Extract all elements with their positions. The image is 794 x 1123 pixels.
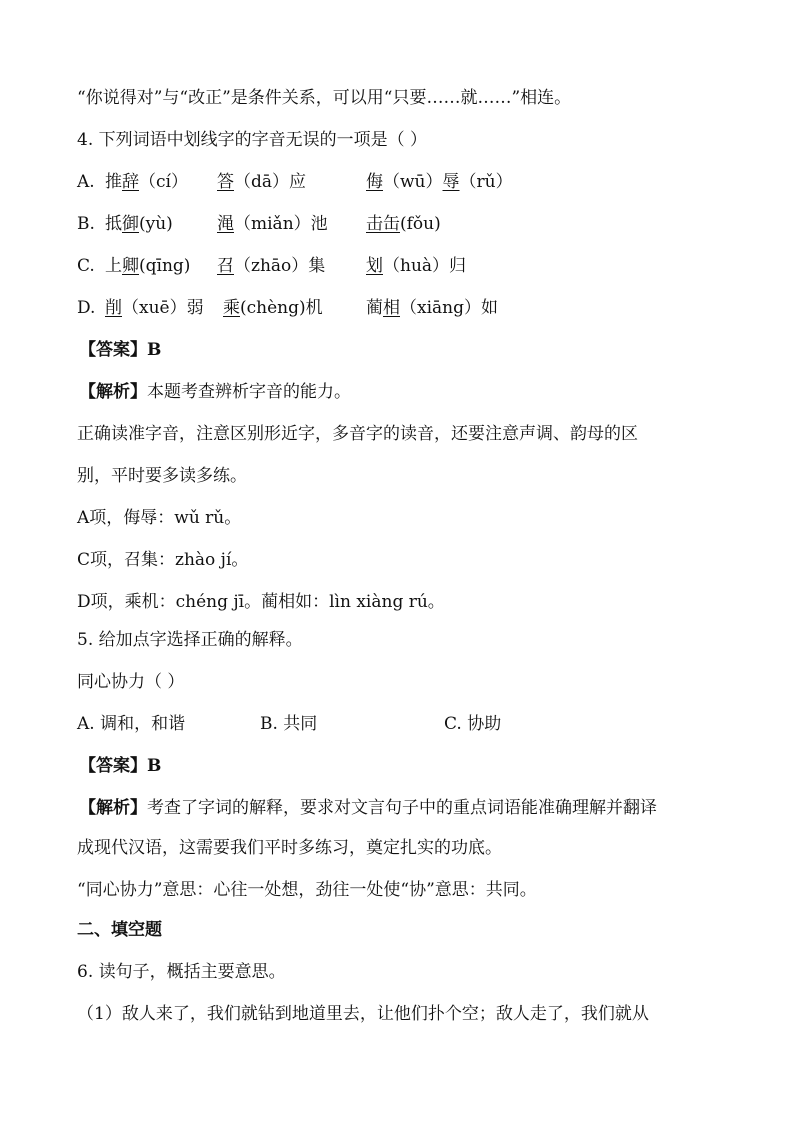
- option-word-3: 侮（wū）辱（rǔ）: [366, 172, 513, 192]
- option-label: D.: [77, 298, 96, 318]
- option-word-3: 划（huà）归: [366, 256, 467, 276]
- q5-option-a: A. 调和，和谐: [77, 714, 186, 734]
- answer-5: 【答案】B: [79, 756, 162, 776]
- explain-4-line-1: 正确读准字音，注意区别形近字，多音字的读音，还要注意声调、韵母的区: [77, 424, 638, 444]
- option-word-1: 上卿(qīng): [105, 256, 191, 276]
- analysis-4: 【解析】本题考查辨析字音的能力。: [79, 382, 351, 402]
- analysis-5-line-3: “同心协力”意思：心往一处想，劲往一处使“协”意思：共同。: [77, 880, 537, 900]
- option-word-1: 削（xuē）弱: [105, 298, 204, 318]
- question-5-stem: 同心协力（ ）: [77, 672, 185, 692]
- section-heading-fill-blank: 二、填空题: [77, 920, 162, 940]
- analysis-5: 【解析】考查了字词的解释，要求对文言句子中的重点词语能准确理解并翻译: [79, 798, 657, 818]
- option-label: B.: [77, 214, 95, 234]
- explain-item-c: C项，召集：zhào jí。: [77, 550, 249, 570]
- question-6-sentence-1: （1）敌人来了，我们就钻到地道里去，让他们扑个空；敌人走了，我们就从: [77, 1004, 649, 1024]
- option-word-2: 答（dā）应: [217, 172, 307, 192]
- option-word-2: 乘(chèng)机: [223, 298, 323, 318]
- question-5-title: 5. 给加点字选择正确的解释。: [77, 630, 303, 650]
- q5-option-b: B. 共同: [260, 714, 318, 734]
- answer-4: 【答案】B: [79, 340, 162, 360]
- option-word-3: 蔺相（xiāng）如: [366, 298, 498, 318]
- analysis-5-line-2: 成现代汉语，这需要我们平时多练习，奠定扎实的功底。: [77, 838, 502, 858]
- option-word-1: 推辞（cí）: [105, 172, 188, 192]
- text-line-conjunction: “你说得对”与“改正”是条件关系，可以用“只要……就……”相连。: [77, 88, 572, 108]
- explain-4-line-2: 别，平时要多读多练。: [77, 466, 247, 486]
- option-label: C.: [77, 256, 95, 276]
- explain-item-d: D项，乘机：chéng jī。蔺相如：lìn xiàng rú。: [77, 592, 445, 612]
- option-word-2: 渑（miǎn）池: [217, 214, 328, 234]
- option-label: A.: [77, 172, 95, 192]
- question-4-title: 4. 下列词语中划线字的字音无误的一项是（ ）: [77, 130, 428, 150]
- explain-item-a: A项，侮辱：wǔ rǔ。: [77, 508, 242, 528]
- option-word-3: 击缶(fǒu): [366, 214, 441, 234]
- option-word-1: 抵御(yù): [105, 214, 173, 234]
- q5-option-c: C. 协助: [444, 714, 502, 734]
- question-6-title: 6. 读句子，概括主要意思。: [77, 962, 286, 982]
- option-word-2: 召（zhāo）集: [217, 256, 326, 276]
